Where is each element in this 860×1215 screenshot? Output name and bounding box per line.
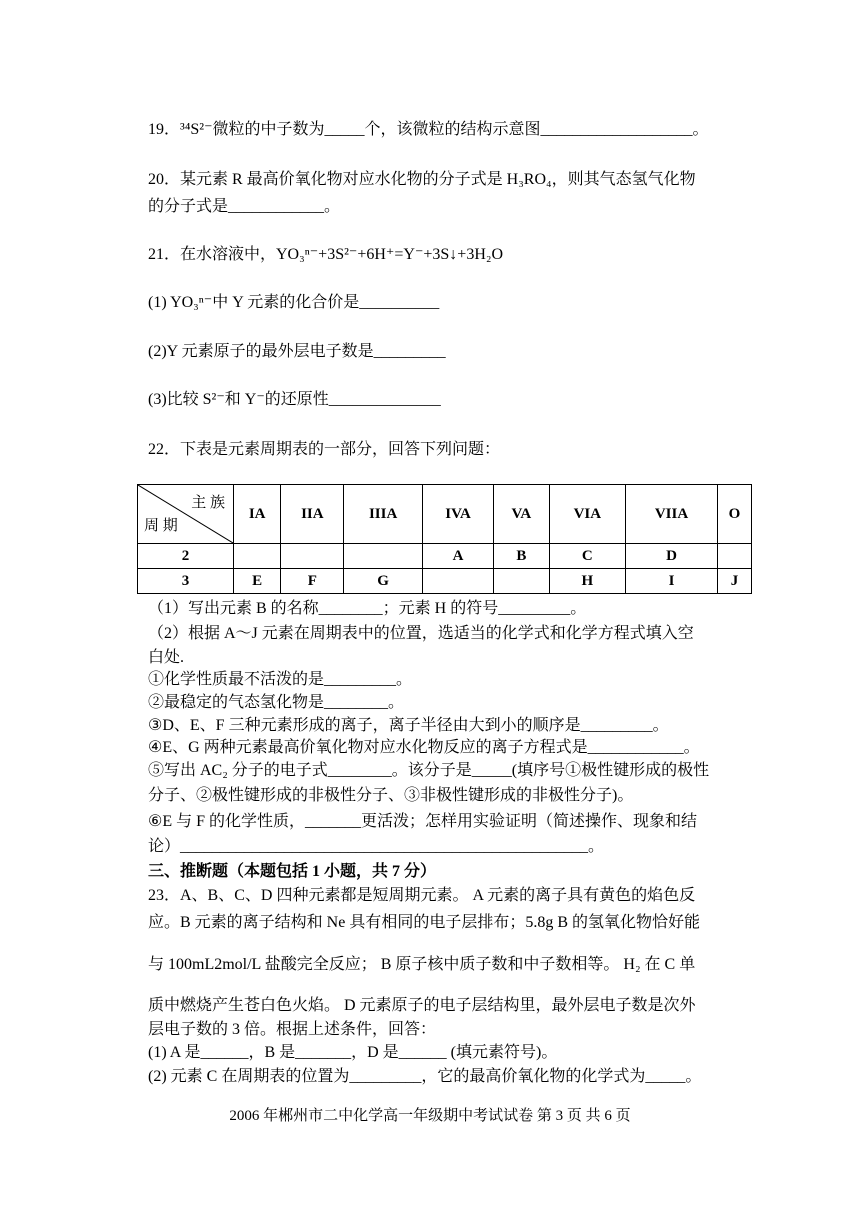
question-21-stem: 21．在水溶液中，YO₃ⁿ⁻+3S²⁻+6H⁺=Y⁻+3S↓+3H₂O: [148, 246, 504, 263]
table-cell: A: [422, 544, 493, 569]
q22-line-4: ①化学性质最不活泼的是_________。: [148, 671, 413, 688]
table-header: O: [718, 485, 752, 544]
table-header: VIIA: [626, 485, 718, 544]
periodic-table: [137, 484, 752, 594]
q23-line-3: 与 100mL2mol/L 盐酸完全反应； B 原子核中质子数和中子数相等。 H₂ 在 C 单: [148, 956, 696, 973]
table-cell: F: [281, 569, 344, 594]
table-header: IVA: [422, 485, 493, 544]
table-header: IIA: [281, 485, 344, 544]
q22-line-7: ④E、G 两种元素最高价氧化物对应水化物反应的离子方程式是____________。: [148, 739, 700, 756]
table-row-period-2: [138, 544, 752, 569]
q19-label: 19．: [148, 121, 181, 138]
table-header: IA: [234, 485, 281, 544]
table-cell: D: [626, 544, 718, 569]
question-20-line1: 20．某元素 R 最高价氧化物对应水化物的分子式是 H₃RO₄，则其气态氢气化物: [148, 171, 696, 188]
q22-line-3: 白处.: [148, 649, 185, 666]
q22-line-1: （1）写出元素 B 的名称________；元素 H 的符号_________。: [148, 600, 587, 617]
q23-line-1: 23．A、B、C、D 四种元素都是短周期元素。 A 元素的离子具有黄色的焰色反: [148, 887, 696, 904]
table-corner-cell: [138, 485, 234, 544]
q23-line-7: (2) 元素 C 在周期表的位置为_________，它的最高价氧化物的化学式为_____。: [148, 1068, 702, 1085]
question-20-line2: 的分子式是____________。: [148, 198, 341, 215]
q19-text: 微粒的中子数为_____个，该微粒的结构示意图___________________。: [212, 121, 709, 138]
question-19: [148, 120, 709, 140]
q23-line-2: 应。B 元素的离子结构和 Ne 具有相同的电子层排布；5.8g B 的氢氧化物恰好能: [148, 914, 701, 931]
page-footer: 2006 年郴州市二中化学高一年级期中考试试卷 第 3 页 共 6 页: [229, 1108, 631, 1124]
question-21-part1: (1) YO₃ⁿ⁻中 Y 元素的化合价是__________: [148, 294, 440, 311]
q22-line-6: ③D、E、F 三种元素形成的离子，离子半径由大到小的顺序是_________。: [148, 717, 669, 734]
q22-line-2: （2）根据 A～J 元素在周期表中的位置，选适当的化学式和化学方程式填入空: [148, 625, 694, 642]
q19-species: ³⁴S²⁻: [180, 121, 213, 138]
table-cell: I: [626, 569, 718, 594]
table-header: VIA: [549, 485, 625, 544]
table-cell: [234, 544, 281, 569]
q22-line-5: ②最稳定的气态氢化物是________。: [148, 694, 405, 711]
question-21-part2: (2)Y 元素原子的最外层电子数是_________: [148, 343, 446, 360]
q22-line-11: 论）___________________________________________________。: [148, 838, 605, 855]
table-header: VA: [494, 485, 550, 544]
table-row-period-3: [138, 569, 752, 594]
table-cell: C: [549, 544, 625, 569]
period-cell: 2: [138, 544, 234, 569]
question-22-stem: 22．下表是元素周期表的一部分，回答下列问题：: [148, 441, 501, 458]
table-cell: G: [344, 569, 423, 594]
table-cell: B: [494, 544, 550, 569]
corner-group-label: 主 族: [191, 495, 225, 511]
q22-line-10: ⑥E 与 F 的化学性质，_______更活泼；怎样用实验证明（简述操作、现象和结: [148, 813, 698, 830]
period-cell: 3: [138, 569, 234, 594]
q22-line-9: 分子、②极性键形成的非极性分子、③非极性键形成的非极性分子)。: [148, 787, 634, 804]
q23-line-4: 质中燃烧产生苍白色火焰。 D 元素原子的电子层结构里，最外层电子数是次外: [148, 997, 696, 1014]
question-21-part3: (3)比较 S²⁻和 Y⁻的还原性______________: [148, 391, 441, 408]
q23-line-5: 层电子数的 3 倍。根据上述条件，回答：: [148, 1021, 437, 1038]
table-cell: E: [234, 569, 281, 594]
table-cell: [344, 544, 423, 569]
table-cell: [494, 569, 550, 594]
table-cell: J: [718, 569, 752, 594]
q22-line-8: ⑤写出 AC₂ 分子的电子式________。该分子是_____(填序号①极性键形成的极性: [148, 762, 710, 779]
table-cell: [422, 569, 493, 594]
table-header-row: [138, 485, 752, 544]
table-cell: [718, 544, 752, 569]
table-cell: [281, 544, 344, 569]
section-3-title: 三、推断题（本题包括 1 小题，共 7 分）: [148, 863, 437, 880]
table-header: IIIA: [344, 485, 423, 544]
table-cell: H: [549, 569, 625, 594]
corner-period-label: 周 期: [144, 518, 178, 534]
q23-line-6: (1) A 是______，B 是_______，D 是______ (填元素符号)。: [148, 1044, 558, 1061]
